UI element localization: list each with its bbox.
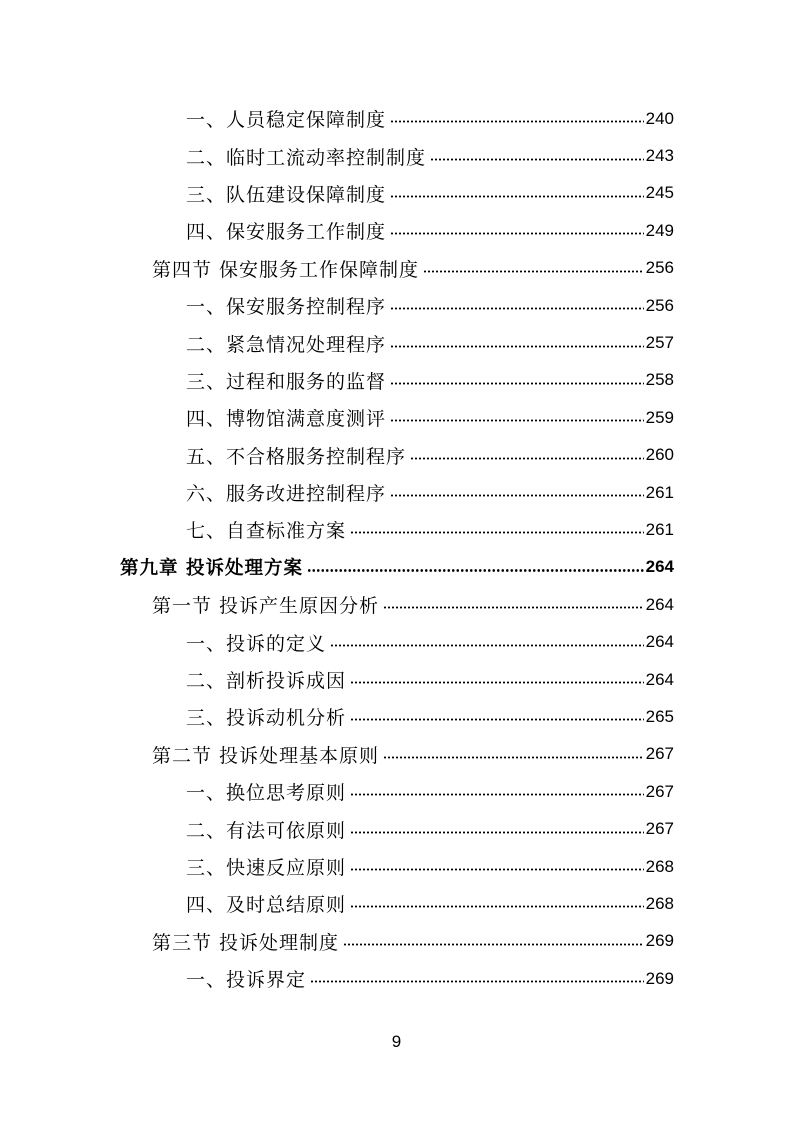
dot-leader xyxy=(350,905,644,908)
toc-entry-title: 一、人员稳定保障制度 xyxy=(186,109,387,132)
toc-page-number: 265 xyxy=(645,706,674,726)
toc-entry[interactable] xyxy=(0,287,793,324)
toc-entry[interactable] xyxy=(0,885,793,922)
dot-leader xyxy=(330,644,644,647)
toc-page-number: 264 xyxy=(645,632,674,652)
toc-entry-title: 一、投诉界定 xyxy=(186,969,307,992)
toc-entry-title: 七、自查标准方案 xyxy=(186,520,347,543)
toc-entry[interactable] xyxy=(0,399,793,436)
toc-entry[interactable] xyxy=(0,474,793,511)
toc-section-title: 第二节 投诉处理基本原则 xyxy=(152,744,380,767)
dot-leader xyxy=(343,943,644,946)
toc-entry-title: 三、过程和服务的监督 xyxy=(186,370,387,393)
toc-page-number: 269 xyxy=(645,931,674,951)
toc-entry-title: 三、队伍建设保障制度 xyxy=(186,183,387,206)
toc-section-title: 第一节 投诉产生原因分析 xyxy=(152,595,380,618)
dot-leader xyxy=(390,195,644,198)
toc-chapter-title: 第九章 投诉处理方案 xyxy=(120,558,303,580)
toc-entry[interactable] xyxy=(0,623,793,660)
toc-section-entry[interactable] xyxy=(0,250,793,287)
toc-entry-title: 四、保安服务工作制度 xyxy=(186,221,387,244)
toc-entry[interactable] xyxy=(0,960,793,997)
dot-leader xyxy=(390,307,644,310)
toc-page-number: 269 xyxy=(645,968,674,988)
toc-page-number: 240 xyxy=(645,108,674,128)
toc-section-title: 第四节 保安服务工作保障制度 xyxy=(152,258,420,281)
toc-page-number: 256 xyxy=(645,258,674,278)
dot-leader xyxy=(390,345,644,348)
toc-section-entry[interactable] xyxy=(0,586,793,623)
dot-leader xyxy=(383,756,644,759)
dot-leader xyxy=(307,569,644,572)
toc-entry[interactable] xyxy=(0,362,793,399)
toc-section-entry[interactable] xyxy=(0,736,793,773)
dot-leader xyxy=(350,718,644,721)
dot-leader xyxy=(383,606,644,609)
toc-entry-title: 四、及时总结原则 xyxy=(186,894,347,917)
toc-section-title: 第三节 投诉处理制度 xyxy=(152,931,340,954)
toc-entry-title: 一、保安服务控制程序 xyxy=(186,296,387,319)
toc-page-number: 245 xyxy=(645,183,674,203)
table-of-contents xyxy=(0,100,793,997)
toc-entry[interactable] xyxy=(0,773,793,810)
toc-entry-title: 四、博物馆满意度测评 xyxy=(186,408,387,431)
toc-entry[interactable] xyxy=(0,324,793,361)
toc-entry-title: 二、有法可依原则 xyxy=(186,819,347,842)
toc-page-number: 264 xyxy=(645,594,674,614)
toc-entry-title: 一、换位思考原则 xyxy=(186,782,347,805)
toc-page-number: 261 xyxy=(645,519,674,539)
toc-entry[interactable] xyxy=(0,848,793,885)
toc-entry[interactable] xyxy=(0,810,793,847)
toc-entry-title: 一、投诉的定义 xyxy=(186,632,327,655)
toc-entry[interactable] xyxy=(0,661,793,698)
dot-leader xyxy=(310,980,644,983)
dot-leader xyxy=(423,270,644,273)
dot-leader xyxy=(350,681,644,684)
toc-entry[interactable] xyxy=(0,100,793,137)
dot-leader xyxy=(410,457,644,460)
toc-page-number: 264 xyxy=(645,557,674,577)
toc-page-number: 243 xyxy=(645,146,674,166)
dot-leader xyxy=(390,232,644,235)
toc-page-number: 264 xyxy=(645,669,674,689)
toc-page-number: 267 xyxy=(645,744,674,764)
dot-leader xyxy=(390,382,644,385)
toc-entry-title: 六、服务改进控制程序 xyxy=(186,483,387,506)
toc-entry[interactable] xyxy=(0,437,793,474)
dot-leader xyxy=(390,120,644,123)
page-footer-number: 9 xyxy=(391,1032,402,1051)
toc-entry-title: 二、剖析投诉成因 xyxy=(186,670,347,693)
toc-page-number: 257 xyxy=(645,333,674,353)
toc-page-number: 267 xyxy=(645,781,674,801)
toc-page-number: 268 xyxy=(645,856,674,876)
toc-entry[interactable] xyxy=(0,137,793,174)
dot-leader xyxy=(350,531,644,534)
toc-page-number: 256 xyxy=(645,295,674,315)
dot-leader xyxy=(350,831,644,834)
toc-entry-title: 二、紧急情况处理程序 xyxy=(186,333,387,356)
dot-leader xyxy=(390,419,644,422)
dot-leader xyxy=(350,868,644,871)
toc-entry-title: 五、不合格服务控制程序 xyxy=(186,445,407,468)
dot-leader xyxy=(390,494,644,497)
toc-page-number: 259 xyxy=(645,407,674,427)
toc-entry[interactable] xyxy=(0,698,793,735)
toc-section-entry[interactable] xyxy=(0,923,793,960)
toc-entry-title: 三、快速反应原则 xyxy=(186,857,347,879)
toc-page-number: 260 xyxy=(645,445,674,465)
toc-entry[interactable] xyxy=(0,175,793,212)
toc-page-number: 258 xyxy=(645,370,674,390)
toc-page-number: 267 xyxy=(645,819,674,839)
toc-page-number: 249 xyxy=(645,220,674,240)
toc-entry-title: 三、投诉动机分析 xyxy=(186,707,347,730)
toc-chapter-entry[interactable] xyxy=(0,549,793,586)
dot-leader xyxy=(350,793,644,796)
toc-page-number: 261 xyxy=(645,482,674,502)
toc-page-number: 268 xyxy=(645,893,674,913)
toc-entry[interactable] xyxy=(0,212,793,249)
toc-entry-title: 二、临时工流动率控制制度 xyxy=(186,146,427,169)
dot-leader xyxy=(430,158,644,161)
toc-entry[interactable] xyxy=(0,511,793,548)
